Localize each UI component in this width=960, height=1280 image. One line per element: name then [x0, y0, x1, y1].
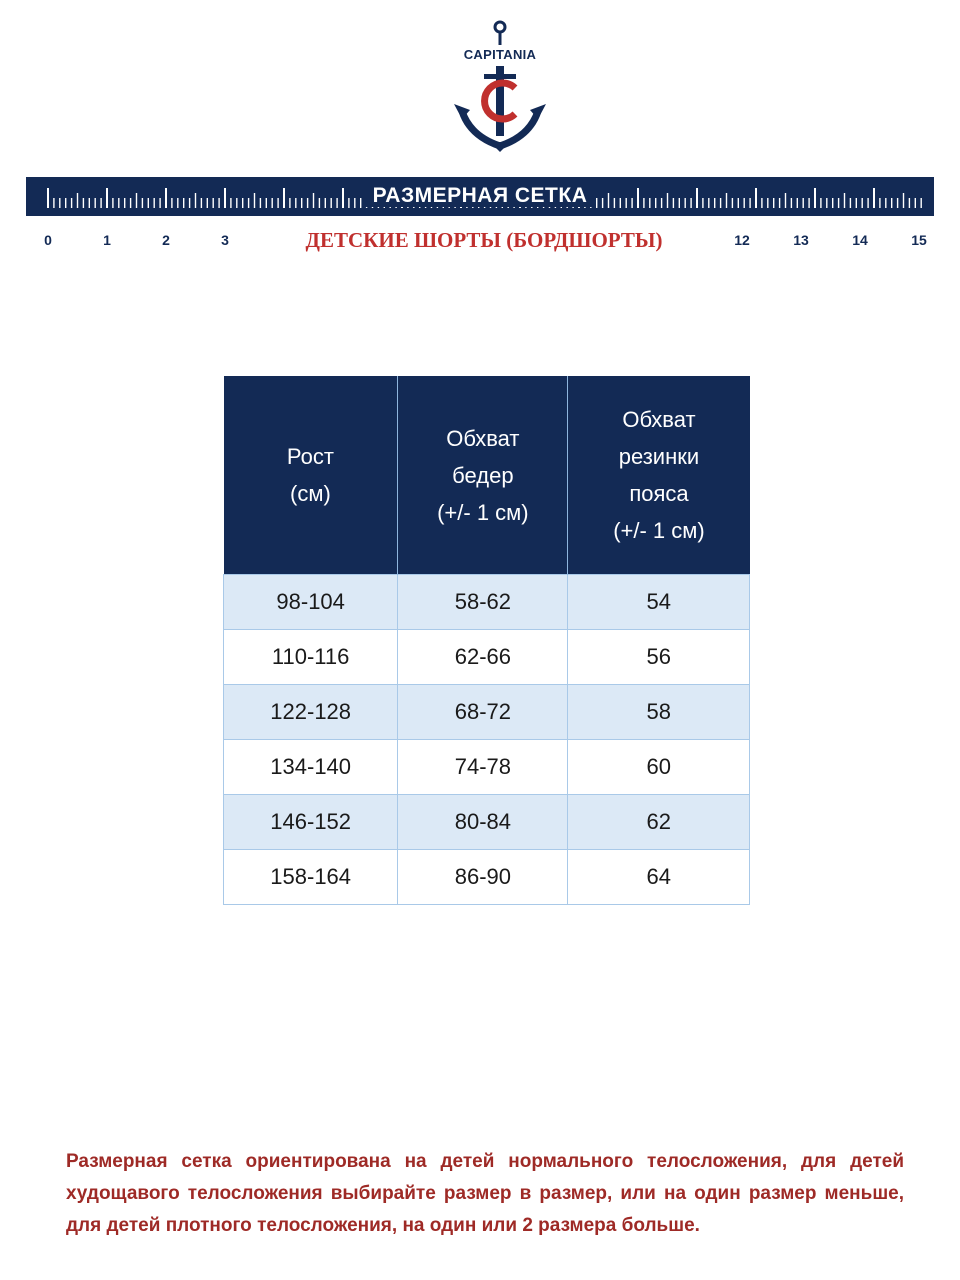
ruler-banner	[26, 177, 934, 216]
cell-height: 122-128	[224, 685, 398, 740]
page-subtitle: ДЕТСКИЕ ШОРТЫ (БОРДШОРТЫ)	[305, 228, 663, 252]
table-row	[224, 850, 750, 905]
table-header-row	[224, 376, 750, 575]
header-line: Обхват	[622, 407, 696, 432]
size-guide-note: Размерная сетка ориентирована на детей нормального телосложения, для детей худощавого телосложения выбирайте размер в размер, или на один размер меньше, для детей плотного телосложения, на один или 2 размера больше.	[66, 1151, 904, 1236]
header-line: (+/- 1 см)	[613, 518, 705, 543]
table-row	[224, 685, 750, 740]
cell-height: 158-164	[224, 850, 398, 905]
cell-hips: 68-72	[398, 685, 568, 740]
cell-height: 146-152	[224, 795, 398, 850]
ruler-title: РАЗМЕРНАЯ СЕТКА	[365, 184, 596, 207]
header-line: бедер	[452, 462, 514, 488]
cell-height: 134-140	[224, 740, 398, 795]
ruler-number: 3	[221, 232, 229, 248]
header-height	[224, 376, 398, 575]
brand-logo	[440, 18, 560, 158]
ruler-number: 15	[911, 232, 927, 248]
cell-waistband: 60	[568, 740, 750, 795]
cell-hips: 80-84	[398, 795, 568, 850]
ruler-number: 0	[44, 232, 52, 248]
cell-waistband: 56	[568, 630, 750, 685]
header-line: (+/- 1 см)	[437, 499, 529, 525]
ruler-number: 13	[793, 232, 809, 248]
table-row	[224, 575, 750, 630]
cell-hips: 86-90	[398, 850, 568, 905]
header-line: пояса	[629, 481, 689, 506]
table-row	[224, 740, 750, 795]
cell-height: 110-116	[224, 630, 398, 685]
cell-waistband: 64	[568, 850, 750, 905]
cell-hips: 74-78	[398, 740, 568, 795]
table-row	[224, 795, 750, 850]
cell-height: 98-104	[224, 575, 398, 630]
cell-waistband: 62	[568, 795, 750, 850]
ruler-number: 2	[162, 232, 170, 248]
header-line: Рост	[286, 444, 334, 469]
brand-name: CAPITANIA	[463, 47, 537, 62]
ruler-number: 1	[103, 232, 111, 248]
cell-hips: 58-62	[398, 575, 568, 630]
header-line: Обхват	[446, 425, 520, 451]
cell-waistband: 58	[568, 685, 750, 740]
cell-hips: 62-66	[398, 630, 568, 685]
anchor-icon	[440, 18, 560, 158]
table-row	[224, 630, 750, 685]
size-table	[223, 376, 750, 905]
header-waistband	[568, 376, 750, 575]
ruler-number: 12	[734, 232, 750, 248]
header-line: (см)	[290, 481, 331, 506]
ruler-number: 14	[852, 232, 868, 248]
header-hips	[398, 376, 568, 575]
cell-waistband: 54	[568, 575, 750, 630]
header-line: резинки	[618, 444, 700, 469]
